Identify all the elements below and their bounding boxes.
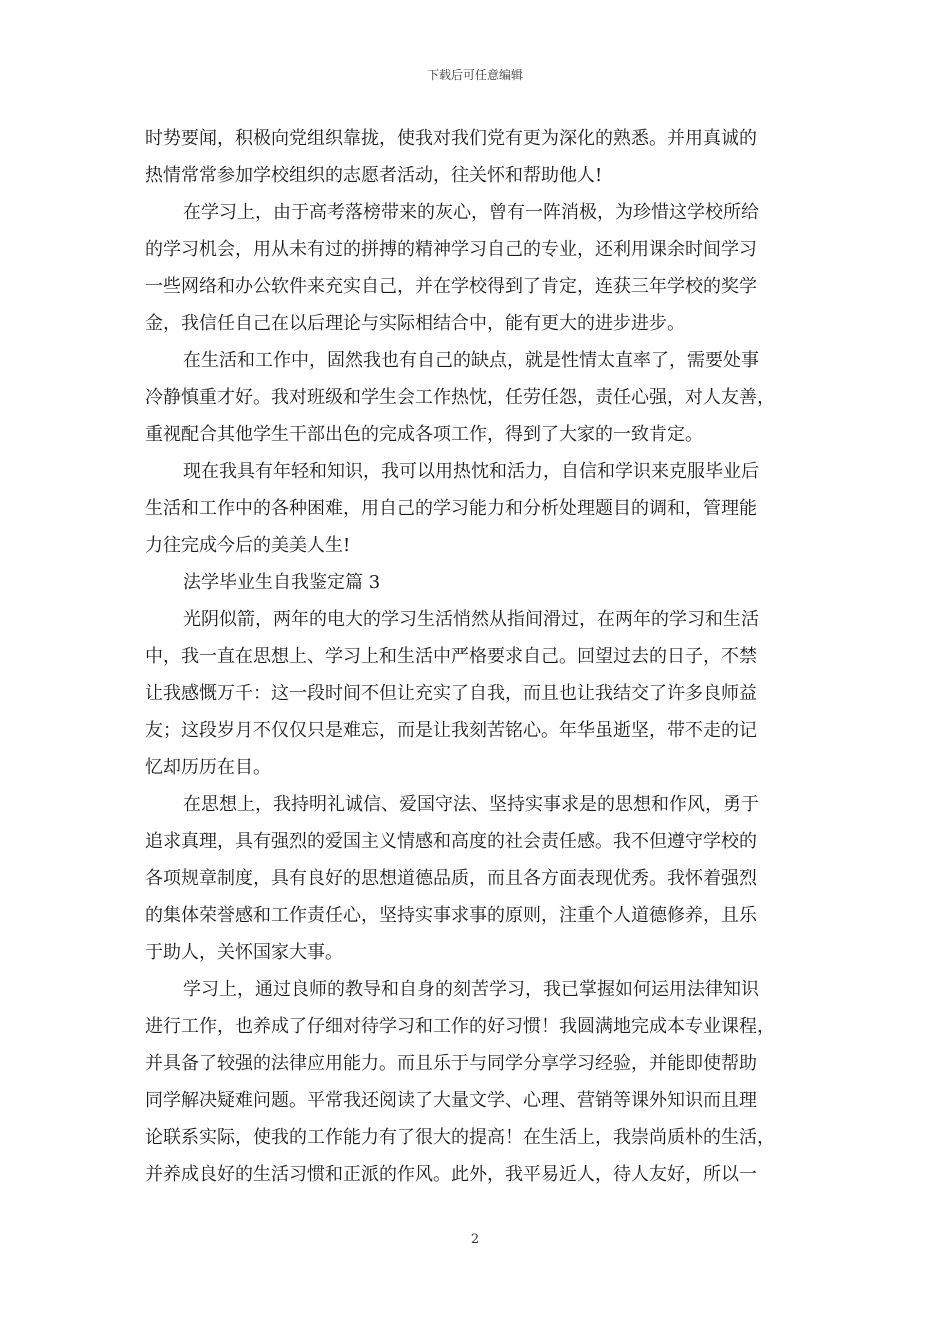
text-line: 友；这段岁月不仅仅只是难忘，而是让我刻苦铭心。年华虽逝坚，带不走的记	[145, 720, 757, 741]
text-line: 一些网络和办公软件来充实自己，并在学校得到了肯定，连获三年学校的奖学	[145, 276, 757, 297]
paragraph-start-line: 光阴似箭，两年的电大的学习生活悄然从指间滑过，在两年的学习和生活	[183, 609, 759, 630]
text-line: 冷静慎重才好。我对班级和学生会工作热忱，任劳任怨，责任心强，对人友善，	[145, 387, 775, 408]
text-line: 力往完成今后的美美人生!	[145, 535, 351, 556]
paragraph-start-line: 现在我具有年轻和知识，我可以用热忱和活力，自信和学识来克服毕业后	[183, 461, 759, 482]
text-line: 并具备了较强的法律应用能力。而且乐于与同学分享学习经验，并能即使帮助	[145, 1053, 757, 1074]
paragraph-start-line: 学习上，通过良师的教导和自身的刻苦学习，我已掌握如何运用法律知识	[183, 979, 759, 1000]
text-line: 追求真理，具有强烈的爱国主义情感和高度的社会责任感。我不但遵守学校的	[145, 831, 757, 852]
text-line: 并养成良好的生活习惯和正派的作风。此外，我平易近人，待人友好，所以一	[145, 1164, 757, 1185]
text-line: 论联系实际，使我的工作能力有了很大的提高！在生活上，我崇尚质朴的生活，	[145, 1127, 775, 1148]
text-line: 重视配合其他学生干部出色的完成各项工作，得到了大家的一致肯定。	[145, 424, 703, 445]
text-line: 各项规章制度，具有良好的思想道德品质，而且各方面表现优秀。我怀着强烈	[145, 868, 757, 889]
page-header: 下载后可任意编辑	[426, 68, 523, 82]
paragraph-start-line: 在思想上，我持明礼诚信、爱国守法、坚持实事求是的思想和作风，勇于	[183, 794, 759, 815]
text-line: 时势要闻，积极向党组织靠拢，使我对我们党有更为深化的熟悉。并用真诚的	[145, 128, 757, 149]
text-line: 让我感慨万千：这一段时间不但让充实了自我，而且也让我结交了许多良师益	[145, 683, 757, 704]
text-line: 中，我一直在思想上、学习上和生活中严格要求自己。回望过去的日子，不禁	[145, 646, 757, 667]
page-number: 2	[470, 1232, 480, 1247]
paragraph-start-line: 在生活和工作中，固然我也有自己的缺点，就是性情太直率了，需要处事	[183, 350, 759, 371]
text-line: 同学解决疑难问题。平常我还阅读了大量文学、心理、营销等课外知识而且理	[145, 1090, 757, 1111]
section-heading: 法学毕业生自我鉴定篇 3	[183, 572, 381, 593]
text-line: 进行工作，也养成了仔细对待学习和工作的好习惯！我圆满地完成本专业课程，	[145, 1016, 775, 1037]
text-line: 生活和工作中的各种困难，用自己的学习能力和分析处理题目的调和，管理能	[145, 498, 757, 519]
text-line: 的集体荣誉感和工作责任心，坚持实事求事的原则，注重个人道德修养，且乐	[145, 905, 757, 926]
text-line: 热情常常参加学校组织的志愿者活动，往关怀和帮助他人!	[145, 165, 603, 186]
text-line: 金，我信任自己在以后理论与实际相结合中，能有更大的进步进步。	[145, 313, 685, 334]
paragraph-start-line: 在学习上，由于高考落榜带来的灰心，曾有一阵消极，为珍惜这学校所给	[183, 202, 759, 223]
text-line: 的学习机会，用从未有过的拼搏的精神学习自己的专业，还利用课余时间学习	[145, 239, 757, 260]
document-body	[145, 120, 805, 1193]
text-line: 于助人，关怀国家大事。	[145, 942, 343, 963]
text-line: 忆却历历在目。	[145, 757, 271, 778]
